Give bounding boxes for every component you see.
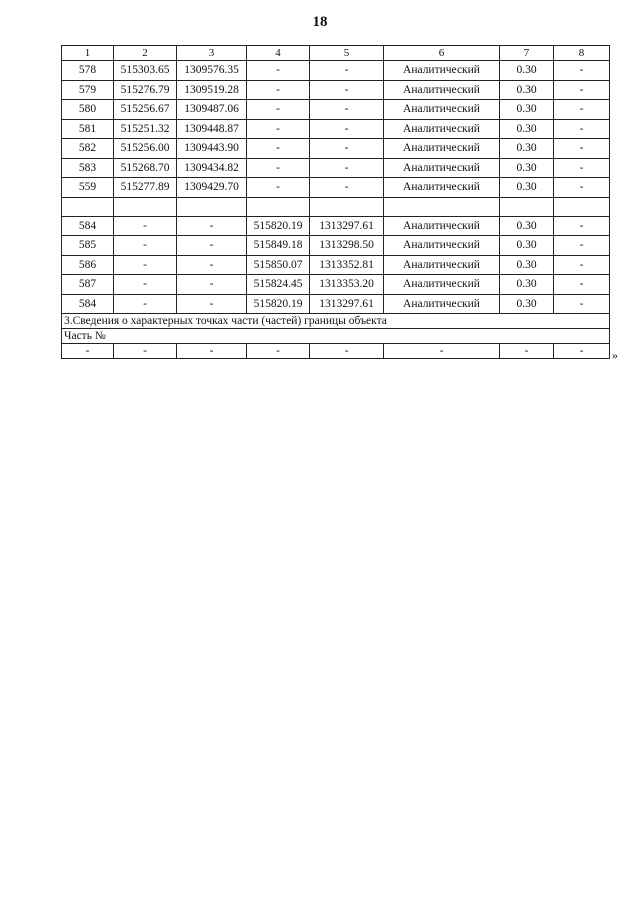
table-cell: - — [310, 178, 384, 198]
table-cell: 587 — [62, 275, 114, 295]
table-cell: 515256.00 — [114, 139, 177, 159]
table-cell: 559 — [62, 178, 114, 198]
table-cell: 0.30 — [500, 158, 554, 178]
table-blank-row — [62, 197, 610, 216]
table-cell: 515268.70 — [114, 158, 177, 178]
table-cell — [114, 197, 177, 216]
table-cell: 8 — [554, 46, 610, 61]
table-cell: 579 — [62, 80, 114, 100]
table-cell: - — [177, 255, 247, 275]
table-cell: - — [554, 100, 610, 120]
table-cell: 583 — [62, 158, 114, 178]
table-cell: - — [310, 139, 384, 159]
table-cell: - — [310, 61, 384, 81]
table-cell: - — [310, 344, 384, 359]
table-row — [62, 80, 610, 100]
table-cell: Аналитический — [384, 178, 500, 198]
table-cell: Аналитический — [384, 100, 500, 120]
table-cell: - — [310, 80, 384, 100]
table-cell: - — [554, 80, 610, 100]
table-cell: - — [310, 119, 384, 139]
table-cell: 515824.45 — [247, 275, 310, 295]
table-cell: - — [554, 294, 610, 314]
table-row — [62, 294, 610, 314]
table-cell: 515256.67 — [114, 100, 177, 120]
table-cell: Аналитический — [384, 119, 500, 139]
table-cell: - — [384, 344, 500, 359]
table-cell: - — [554, 275, 610, 295]
table-cell: 6 — [384, 46, 500, 61]
table-cell: 0.30 — [500, 275, 554, 295]
table-row — [62, 158, 610, 178]
table-cell: - — [114, 275, 177, 295]
table-cell — [554, 197, 610, 216]
table-cell: - — [114, 236, 177, 256]
table-cell: - — [310, 100, 384, 120]
table-cell: 0.30 — [500, 294, 554, 314]
table-cell: 585 — [62, 236, 114, 256]
table-cell — [247, 197, 310, 216]
table-cell: 1309448.87 — [177, 119, 247, 139]
table-cell: 0.30 — [500, 139, 554, 159]
table-row — [62, 216, 610, 236]
table-cell: 0.30 — [500, 119, 554, 139]
table-cell: 0.30 — [500, 178, 554, 198]
table-cell: 1313297.61 — [310, 216, 384, 236]
table-cell: - — [247, 80, 310, 100]
table-row — [62, 275, 610, 295]
table-row — [62, 61, 610, 81]
table-cell: 1309487.06 — [177, 100, 247, 120]
table-cell: - — [554, 158, 610, 178]
table-cell: - — [500, 344, 554, 359]
table-cell: - — [247, 344, 310, 359]
coordinates-table-body — [62, 46, 610, 359]
table-cell: Аналитический — [384, 61, 500, 81]
table-cell — [310, 197, 384, 216]
table-cell: - — [114, 216, 177, 236]
table-cell: Аналитический — [384, 80, 500, 100]
table-cell: 581 — [62, 119, 114, 139]
table-cell: 584 — [62, 216, 114, 236]
table-row — [62, 236, 610, 256]
table-cell: - — [62, 344, 114, 359]
table-cell: - — [554, 119, 610, 139]
table-cell: Аналитический — [384, 255, 500, 275]
table-cell: - — [247, 178, 310, 198]
table-cell: 515849.18 — [247, 236, 310, 256]
table-cell: - — [114, 294, 177, 314]
table-cell: 584 — [62, 294, 114, 314]
table-cell: Аналитический — [384, 158, 500, 178]
table-cell — [500, 197, 554, 216]
table-cell: 0.30 — [500, 80, 554, 100]
table-cell: - — [247, 139, 310, 159]
table-cell: 1313297.61 — [310, 294, 384, 314]
table-cell: - — [554, 344, 610, 359]
table-cell: 515277.89 — [114, 178, 177, 198]
table-cell: 1309429.70 — [177, 178, 247, 198]
table-cell: - — [177, 216, 247, 236]
table-cell: 0.30 — [500, 100, 554, 120]
section-title-text: 3.Сведения о характерных точках части (частей) границы объекта — [62, 314, 610, 329]
table-cell: Аналитический — [384, 236, 500, 256]
table-row — [62, 100, 610, 120]
table-cell: 0.30 — [500, 216, 554, 236]
table-header-row — [62, 46, 610, 61]
table-cell: 515303.65 — [114, 61, 177, 81]
table-cell: 586 — [62, 255, 114, 275]
table-cell: 515820.19 — [247, 294, 310, 314]
table-cell: - — [247, 119, 310, 139]
table-cell: 4 — [247, 46, 310, 61]
table-cell: - — [177, 275, 247, 295]
table-cell: Аналитический — [384, 275, 500, 295]
table-cell: Аналитический — [384, 139, 500, 159]
table-cell: 515850.07 — [247, 255, 310, 275]
table-cell: - — [310, 158, 384, 178]
table-cell: 1309576.35 — [177, 61, 247, 81]
table-cell: 1309443.90 — [177, 139, 247, 159]
table-cell: 1313352.81 — [310, 255, 384, 275]
table-cell — [177, 197, 247, 216]
part-label-text: Часть № — [62, 329, 610, 344]
table-cell: 515251.32 — [114, 119, 177, 139]
table-cell: 1313353.20 — [310, 275, 384, 295]
section-title — [62, 314, 610, 329]
table-cell: 580 — [62, 100, 114, 120]
table-cell — [384, 197, 500, 216]
closing-quote-mark: » — [612, 348, 618, 362]
table-cell: - — [554, 255, 610, 275]
table-cell: Аналитический — [384, 216, 500, 236]
table-cell: - — [247, 61, 310, 81]
table-cell: - — [247, 158, 310, 178]
table-cell: 2 — [114, 46, 177, 61]
table-cell: - — [554, 236, 610, 256]
table-cell: 578 — [62, 61, 114, 81]
table-cell: 515820.19 — [247, 216, 310, 236]
table-cell: Аналитический — [384, 294, 500, 314]
table-cell: 1313298.50 — [310, 236, 384, 256]
coordinates-table — [61, 45, 610, 359]
table-cell — [62, 197, 114, 216]
table-cell: - — [247, 100, 310, 120]
table-cell: - — [554, 178, 610, 198]
table-cell: 0.30 — [500, 236, 554, 256]
table-cell: 1 — [62, 46, 114, 61]
table-row — [62, 139, 610, 159]
table-cell: - — [554, 61, 610, 81]
table-cell: 515276.79 — [114, 80, 177, 100]
table-row — [62, 119, 610, 139]
table-cell: - — [177, 344, 247, 359]
table-cell: - — [114, 255, 177, 275]
part-label — [62, 329, 610, 344]
table-cell: 1309519.28 — [177, 80, 247, 100]
table-cell: 5 — [310, 46, 384, 61]
table-cell: 7 — [500, 46, 554, 61]
table-row — [62, 178, 610, 198]
table-cell: 1309434.82 — [177, 158, 247, 178]
page-number: 18 — [312, 14, 328, 30]
table-cell: 0.30 — [500, 61, 554, 81]
table-cell: - — [177, 294, 247, 314]
table-cell: 3 — [177, 46, 247, 61]
table-cell: - — [554, 216, 610, 236]
table-cell: - — [554, 139, 610, 159]
table-row — [62, 255, 610, 275]
table-cell: - — [177, 236, 247, 256]
table-empty-row — [62, 344, 610, 359]
table-cell: 582 — [62, 139, 114, 159]
table-cell: 0.30 — [500, 255, 554, 275]
table-cell: - — [114, 344, 177, 359]
